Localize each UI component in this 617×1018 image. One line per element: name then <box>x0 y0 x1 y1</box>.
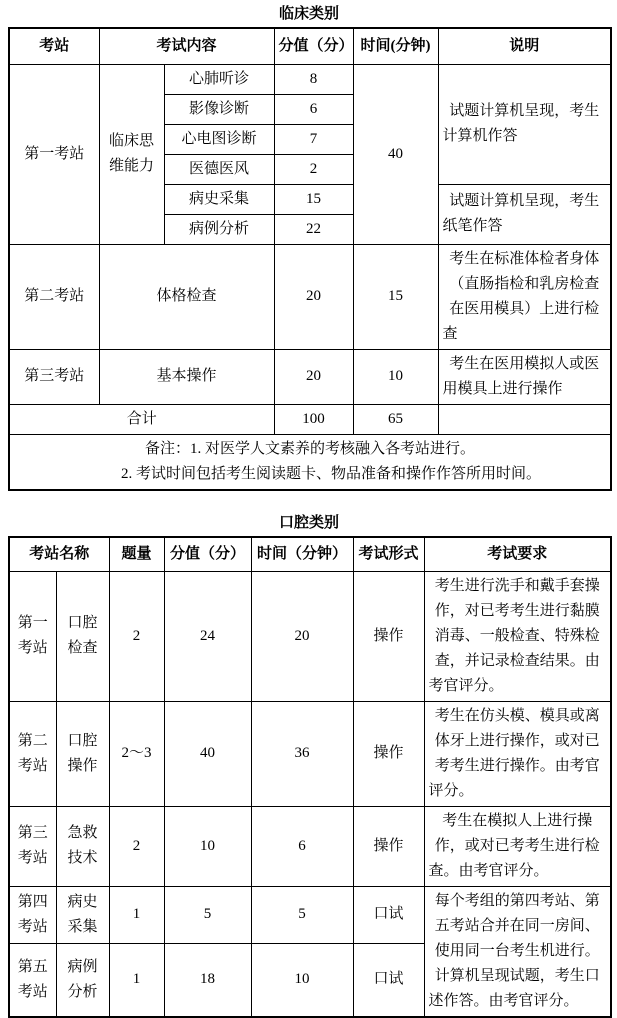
station-name-cell: 第三考站 <box>9 806 56 886</box>
item-label-cell: 病史采集 <box>164 184 274 214</box>
remarks-line-1: 备注：1. 对医学人文素养的考核融入各考站进行。 <box>145 440 476 457</box>
header-station-name: 考站名称 <box>9 537 109 571</box>
remarks-line-2: 2. 考试时间包括考生阅读题卡、物品准备和操作作答所用时间。 <box>121 465 542 482</box>
station2-row <box>9 244 611 349</box>
station3-note-cell: 考生在医用模拟人或医用模具上进行操作 <box>438 349 611 404</box>
oral-table <box>8 536 612 1018</box>
item-score-cell: 15 <box>274 184 353 214</box>
station3-time-cell: 10 <box>353 349 438 404</box>
item-score-cell: 7 <box>274 124 353 154</box>
merged-requirement-cell: 每个考组的第四考站、第五考站合并在同一房间、使用同一台考生机进行。计算机呈现试题，考生口述作答。由考官评分。 <box>424 886 611 1017</box>
header-requirement: 考试要求 <box>424 537 611 571</box>
oral-station-row <box>9 571 611 701</box>
item-label-cell: 病例分析 <box>164 214 274 244</box>
remarks-row <box>9 434 611 490</box>
score-cell: 18 <box>164 944 251 1017</box>
exam-item-row <box>9 64 611 94</box>
total-note-empty-cell <box>438 404 611 434</box>
station2-content-cell: 体格检查 <box>99 244 274 349</box>
oral-table-title: 口腔类别 <box>278 515 339 531</box>
station2-time-cell: 15 <box>353 244 438 349</box>
score-cell: 5 <box>164 886 251 944</box>
station-name-cell: 第四考站 <box>9 886 56 944</box>
station2-score-cell: 20 <box>274 244 353 349</box>
station-name-cell: 第五考站 <box>9 944 56 1017</box>
station-subject-cell: 急救技术 <box>56 806 109 886</box>
station-name-cell: 第一考站 <box>9 571 56 701</box>
item-label-cell: 医德医风 <box>164 154 274 184</box>
item-score-cell: 22 <box>274 214 353 244</box>
form-cell: 操作 <box>353 571 424 701</box>
requirement-cell: 考生在仿头模、模具或离体牙上进行操作，或对已考考生进行操作。由考官评分。 <box>424 701 611 806</box>
form-cell: 操作 <box>353 701 424 806</box>
time-cell: 6 <box>251 806 353 886</box>
header-time: 时间（分钟） <box>251 537 353 571</box>
item-score-cell: 2 <box>274 154 353 184</box>
station1-name-cell: 第一考站 <box>9 64 99 244</box>
header-content: 考试内容 <box>99 28 274 64</box>
item-label-cell: 心电图诊断 <box>164 124 274 154</box>
requirement-cell: 考生进行洗手和戴手套操作，对已考考生进行黏膜消毒、一般检查、特殊检查，并记录检查结果。由考官评分。 <box>424 571 611 701</box>
header-note: 说明 <box>438 28 611 64</box>
form-cell: 操作 <box>353 806 424 886</box>
score-cell: 40 <box>164 701 251 806</box>
item-label-cell: 心肺听诊 <box>164 64 274 94</box>
oral-header-row <box>9 537 611 571</box>
form-cell: 口试 <box>353 944 424 1017</box>
station1-time-cell: 40 <box>353 64 438 244</box>
requirement-cell: 考生在模拟人上进行操作，或对已考考生进行检查。由考官评分。 <box>424 806 611 886</box>
clinical-table-title: 临床类别 <box>278 6 339 22</box>
quantity-cell: 1 <box>109 886 164 944</box>
quantity-cell: 2～3 <box>109 701 164 806</box>
station-subject-cell: 病史采集 <box>56 886 109 944</box>
header-score: 分值（分） <box>164 537 251 571</box>
station3-score-cell: 20 <box>274 349 353 404</box>
score-cell: 10 <box>164 806 251 886</box>
station3-name-cell: 第三考站 <box>9 349 99 404</box>
clinical-table <box>8 27 612 491</box>
oral-station-row <box>9 701 611 806</box>
station3-row <box>9 349 611 404</box>
remarks-cell <box>9 434 611 490</box>
station-name-cell: 第二考站 <box>9 701 56 806</box>
score-cell: 24 <box>164 571 251 701</box>
item-score-cell: 8 <box>274 64 353 94</box>
station1-ability-cell: 临床思维能力 <box>99 64 164 244</box>
quantity-cell: 1 <box>109 944 164 1017</box>
header-form: 考试形式 <box>353 537 424 571</box>
item-label-cell: 影像诊断 <box>164 94 274 124</box>
total-row <box>9 404 611 434</box>
clinical-header-row <box>9 28 611 64</box>
header-time: 时间(分钟) <box>353 28 438 64</box>
station1-note-paper-cell: 试题计算机呈现，考生纸笔作答 <box>438 184 611 244</box>
station2-note-cell: 考生在标准体检者身体（直肠指检和乳房检查在医用模具）上进行检查 <box>438 244 611 349</box>
station3-content-cell: 基本操作 <box>99 349 274 404</box>
total-score-cell: 100 <box>274 404 353 434</box>
oral-station-row <box>9 886 611 944</box>
total-time-cell: 65 <box>353 404 438 434</box>
quantity-cell: 2 <box>109 571 164 701</box>
oral-station-row <box>9 806 611 886</box>
header-station: 考站 <box>9 28 99 64</box>
station-subject-cell: 口腔操作 <box>56 701 109 806</box>
station1-note-computer-cell: 试题计算机呈现，考生计算机作答 <box>438 64 611 184</box>
quantity-cell: 2 <box>109 806 164 886</box>
time-cell: 36 <box>251 701 353 806</box>
time-cell: 10 <box>251 944 353 1017</box>
total-label-cell: 合计 <box>9 404 274 434</box>
header-quantity: 题量 <box>109 537 164 571</box>
station2-name-cell: 第二考站 <box>9 244 99 349</box>
station-subject-cell: 病例分析 <box>56 944 109 1017</box>
form-cell: 口试 <box>353 886 424 944</box>
station-subject-cell: 口腔检查 <box>56 571 109 701</box>
item-score-cell: 6 <box>274 94 353 124</box>
time-cell: 5 <box>251 886 353 944</box>
header-score: 分值（分） <box>274 28 353 64</box>
time-cell: 20 <box>251 571 353 701</box>
